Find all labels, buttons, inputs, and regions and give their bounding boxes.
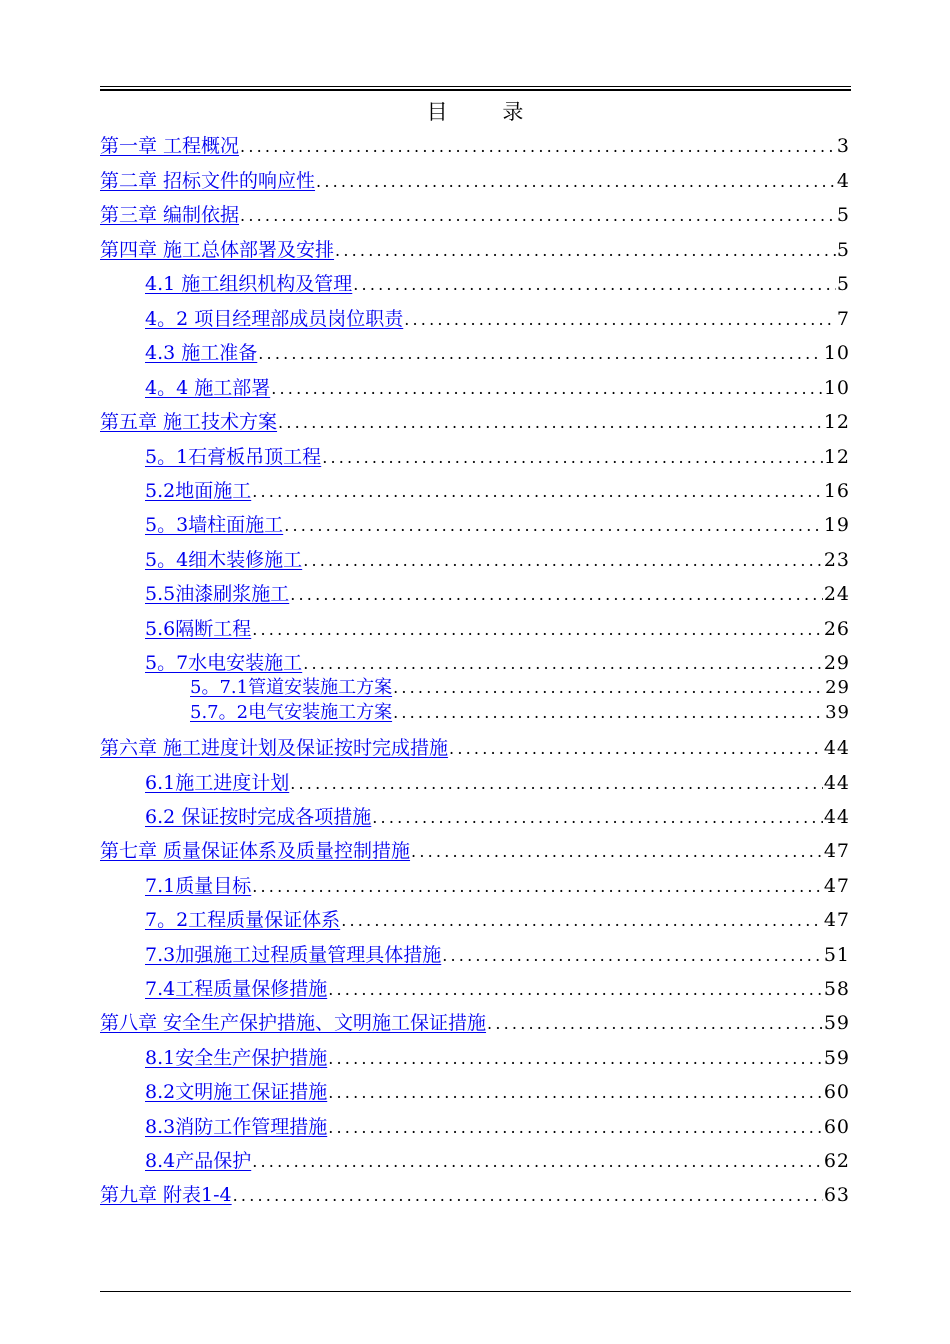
toc-entry[interactable] xyxy=(190,677,850,699)
leader-dots xyxy=(240,135,836,159)
toc-link[interactable]: 7.3加强施工过程质量管理具体措施 xyxy=(145,944,442,966)
toc-entry[interactable] xyxy=(100,134,850,159)
leader-dots xyxy=(372,806,823,830)
page-number: 10 xyxy=(823,342,850,364)
page-number: 3 xyxy=(836,135,850,157)
toc-entry[interactable] xyxy=(145,445,850,470)
toc-entry[interactable] xyxy=(100,238,850,263)
leader-dots xyxy=(328,1116,823,1140)
page-number: 47 xyxy=(823,909,850,931)
leader-dots xyxy=(258,342,823,366)
page-number: 4 xyxy=(836,170,850,192)
leader-dots xyxy=(290,772,823,796)
page-number: 58 xyxy=(823,978,850,1000)
leader-dots xyxy=(353,273,836,297)
toc-link[interactable]: 第三章 编制依据 xyxy=(100,204,240,226)
toc-entry[interactable] xyxy=(145,805,850,830)
toc-link[interactable]: 4。2 项目经理部成员岗位职责 xyxy=(145,308,404,330)
toc-link[interactable]: 第八章 安全生产保护措施、文明施工保证措施 xyxy=(100,1012,487,1034)
footer-rule xyxy=(100,1291,851,1292)
leader-dots xyxy=(252,875,823,899)
leader-dots xyxy=(328,1081,823,1105)
toc-link[interactable]: 5。3墙柱面施工 xyxy=(145,514,284,536)
toc-link[interactable]: 6.1施工进度计划 xyxy=(145,772,290,794)
toc-entry[interactable] xyxy=(100,736,850,761)
page-number: 44 xyxy=(823,806,850,828)
toc-link[interactable]: 第七章 质量保证体系及质量控制措施 xyxy=(100,840,411,862)
toc-entry[interactable] xyxy=(145,272,850,297)
leader-dots xyxy=(252,618,823,642)
toc-link[interactable]: 第四章 施工总体部署及安排 xyxy=(100,239,335,261)
page-number: 16 xyxy=(823,480,850,502)
leader-dots xyxy=(290,583,823,607)
leader-dots xyxy=(284,514,823,538)
toc-entry[interactable] xyxy=(145,582,850,607)
leader-dots xyxy=(335,239,836,263)
toc-entry[interactable] xyxy=(145,513,850,538)
toc-link[interactable]: 5.7。2电气安装施工方案 xyxy=(190,702,393,723)
header-rule-thick xyxy=(100,89,851,91)
toc-entry[interactable] xyxy=(190,702,850,724)
leader-dots xyxy=(252,1150,823,1174)
page-number: 63 xyxy=(823,1184,850,1206)
leader-dots xyxy=(411,840,823,864)
toc-entry[interactable] xyxy=(145,874,850,899)
page-number: 12 xyxy=(823,446,850,468)
toc-link[interactable]: 8.4产品保护 xyxy=(145,1150,252,1172)
page-number: 5 xyxy=(836,204,850,226)
toc-entry[interactable] xyxy=(145,977,850,1002)
toc-link[interactable]: 7.4工程质量保修措施 xyxy=(145,978,328,1000)
toc-entry[interactable] xyxy=(145,1046,850,1071)
toc-entry[interactable] xyxy=(100,169,850,194)
page-number: 62 xyxy=(823,1150,850,1172)
toc-entry[interactable] xyxy=(100,839,850,864)
toc-link[interactable]: 第二章 招标文件的响应性 xyxy=(100,170,316,192)
page-number: 7 xyxy=(836,308,850,330)
toc-link[interactable]: 5。4细木装修施工 xyxy=(145,549,303,571)
toc-link[interactable]: 8.1安全生产保护措施 xyxy=(145,1047,328,1069)
toc-entry[interactable] xyxy=(145,617,850,642)
toc-link[interactable]: 7.1质量目标 xyxy=(145,875,252,897)
page-number: 60 xyxy=(823,1081,850,1103)
toc-entry[interactable] xyxy=(145,771,850,796)
page-number: 44 xyxy=(823,737,850,759)
page-number: 26 xyxy=(823,618,850,640)
page-number: 5 xyxy=(836,239,850,261)
leader-dots xyxy=(328,1047,823,1071)
toc-entry[interactable] xyxy=(145,376,850,401)
page-number: 29 xyxy=(825,677,850,698)
page-number: 19 xyxy=(823,514,850,536)
leader-dots xyxy=(303,652,823,676)
toc-entry[interactable] xyxy=(145,651,850,676)
toc-link[interactable]: 5。1石膏板吊顶工程 xyxy=(145,446,322,468)
toc-entry[interactable] xyxy=(145,1115,850,1140)
page-number: 51 xyxy=(823,944,850,966)
page-number: 47 xyxy=(823,840,850,862)
toc-entry[interactable] xyxy=(100,410,850,435)
toc-entry[interactable] xyxy=(145,1080,850,1105)
page-number: 5 xyxy=(836,273,850,295)
toc-link[interactable]: 第六章 施工进度计划及保证按时完成措施 xyxy=(100,737,449,759)
toc-link[interactable]: 第五章 施工技术方案 xyxy=(100,411,278,433)
header-rule-thin xyxy=(100,86,851,87)
toc-entry[interactable] xyxy=(100,203,850,228)
toc-entry[interactable] xyxy=(145,341,850,366)
leader-dots xyxy=(487,1012,823,1036)
leader-dots xyxy=(341,909,823,933)
leader-dots xyxy=(271,377,823,401)
toc-link[interactable]: 5.5油漆刷浆施工 xyxy=(145,583,290,605)
toc-link[interactable]: 5。7.1管道安装施工方案 xyxy=(190,677,393,698)
page-number: 29 xyxy=(823,652,850,674)
leader-dots xyxy=(278,411,823,435)
page-number: 44 xyxy=(823,772,850,794)
toc-link[interactable]: 第九章 附表1-4 xyxy=(100,1184,232,1206)
toc-link[interactable]: 7。2工程质量保证体系 xyxy=(145,909,341,931)
leader-dots xyxy=(404,308,836,332)
toc-link[interactable]: 4.1 施工组织机构及管理 xyxy=(145,273,353,295)
toc-link[interactable]: 5.2地面施工 xyxy=(145,480,252,502)
toc-link[interactable]: 5.6隔断工程 xyxy=(145,618,252,640)
leader-dots xyxy=(322,446,823,470)
toc-link[interactable]: 8.2文明施工保证措施 xyxy=(145,1081,328,1103)
toc-entry[interactable] xyxy=(145,908,850,933)
toc-link[interactable]: 6.2 保证按时完成各项措施 xyxy=(145,806,372,828)
toc-entry[interactable] xyxy=(145,1149,850,1174)
leader-dots xyxy=(442,944,823,968)
toc-link[interactable]: 8.3消防工作管理措施 xyxy=(145,1116,328,1138)
leader-dots xyxy=(393,677,824,699)
page-number: 59 xyxy=(823,1012,850,1034)
toc-entry[interactable] xyxy=(100,1011,850,1036)
page-number: 47 xyxy=(823,875,850,897)
leader-dots xyxy=(240,204,836,228)
toc-link[interactable]: 4.3 施工准备 xyxy=(145,342,258,364)
toc-link[interactable]: 5。7水电安装施工 xyxy=(145,652,303,674)
toc-title: 目 录 xyxy=(426,100,548,124)
toc-entry[interactable] xyxy=(145,479,850,504)
leader-dots xyxy=(316,170,836,194)
page-number: 10 xyxy=(823,377,850,399)
leader-dots xyxy=(233,1184,823,1208)
page-number: 23 xyxy=(823,549,850,571)
leader-dots xyxy=(328,978,823,1002)
leader-dots xyxy=(449,737,823,761)
toc-link[interactable]: 第一章 工程概况 xyxy=(100,135,240,157)
leader-dots xyxy=(252,480,823,504)
leader-dots xyxy=(303,549,823,573)
page-number: 39 xyxy=(825,702,850,723)
toc-entry[interactable] xyxy=(145,943,850,968)
page-number: 59 xyxy=(823,1047,850,1069)
page-number: 12 xyxy=(823,411,850,433)
toc-entry[interactable] xyxy=(145,307,850,332)
toc-link[interactable]: 4。4 施工部署 xyxy=(145,377,271,399)
toc-entry[interactable] xyxy=(145,548,850,573)
page-number: 60 xyxy=(823,1116,850,1138)
leader-dots xyxy=(393,702,824,724)
page-number: 24 xyxy=(823,583,850,605)
toc-entry[interactable] xyxy=(100,1183,850,1208)
